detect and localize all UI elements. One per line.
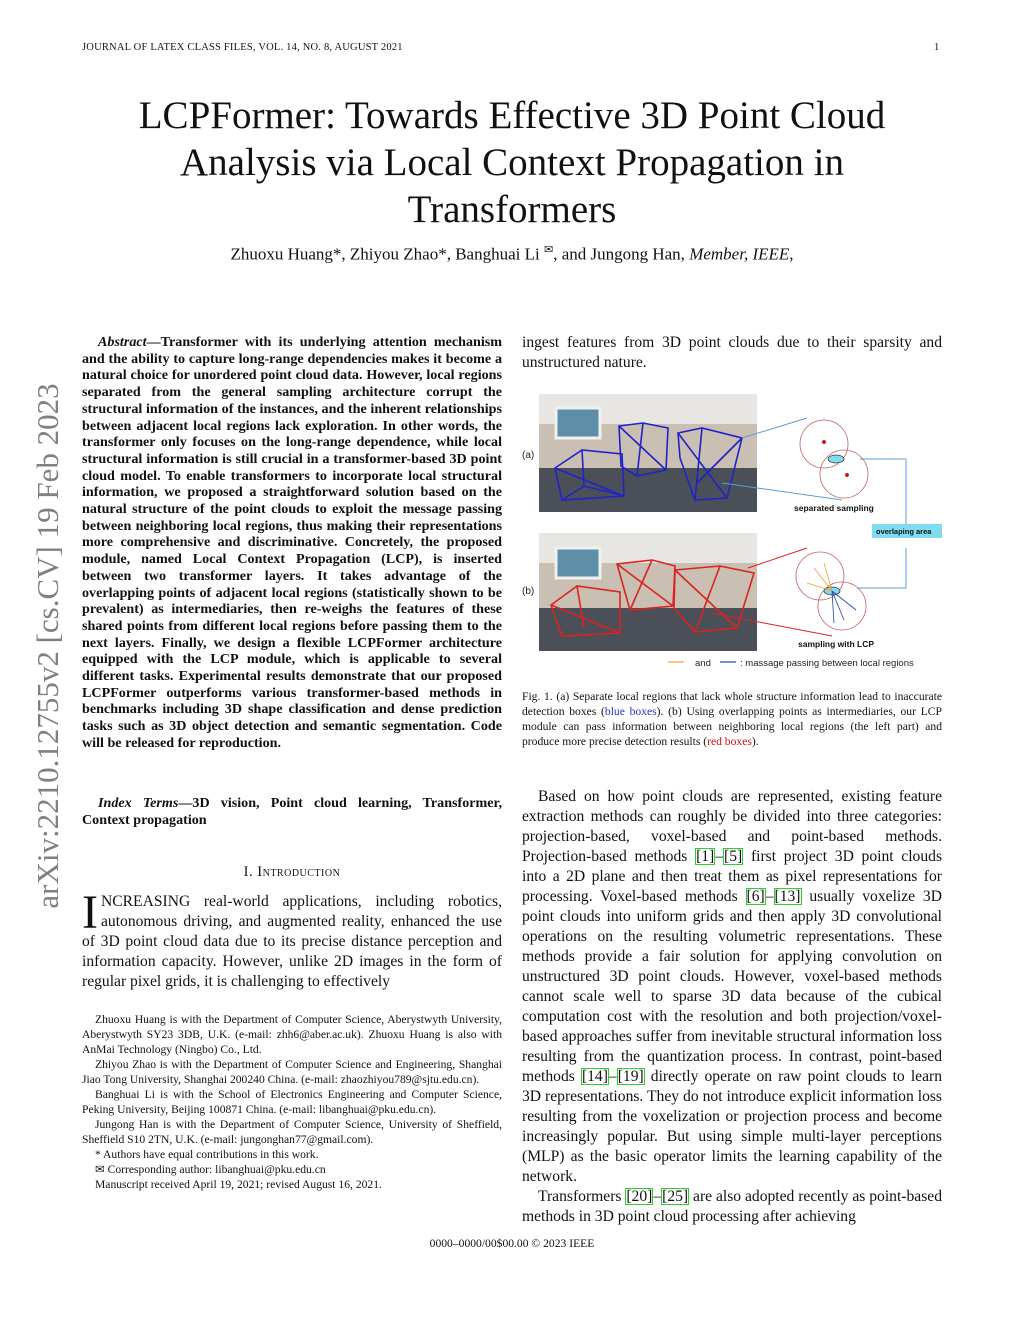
citation-link[interactable]: [20]	[626, 1188, 653, 1205]
citation-link[interactable]: [5]	[724, 848, 743, 865]
body-text-right	[522, 787, 942, 1227]
footnotes	[82, 1012, 502, 1192]
member-tag: Member, IEEE,	[689, 244, 794, 264]
index-terms	[82, 795, 502, 828]
sphere-diagram-a	[800, 420, 868, 498]
footnote: Manuscript received April 19, 2021; revised August 16, 2021.	[95, 1178, 382, 1191]
footnote: Zhuoxu Huang is with the Department of Computer Science, Aberystwyth University, Aberystwyth SY23 3DB, U.K. (e-mail: zhh6@aber.ac.uk). Zhuoxu Huang is also with AnMai Technology (Ningbo) Co., Ltd.	[82, 1013, 502, 1056]
page-number: 1	[934, 42, 940, 53]
caption-blue-boxes: blue boxes	[604, 705, 657, 718]
caption-red-boxes: red boxes	[707, 735, 752, 748]
section-title: Introduction	[257, 864, 341, 880]
intro-continuation: ingest features from 3D point clouds due to their sparsity and unstructured nature.	[522, 334, 942, 371]
footnote: Zhiyou Zhao is with the Department of Computer Science and Engineering, Shanghai Jiao Tong University, Shanghai 200240 China. (e-mail: zhaozhiyou789@sjtu.edu.cn).	[82, 1058, 502, 1086]
intro-lead: NCREASING	[100, 893, 191, 910]
copyright-footer: 0000–0000/00$00.00 © 2023 IEEE	[429, 1237, 595, 1250]
envelope-icon: ✉	[543, 244, 554, 256]
section-heading	[82, 864, 502, 881]
paragraph: Based on how point clouds are represented, existing feature extraction methods can roughly be divided into three categories: projection-based, voxel-based and point-based methods. Projection-based methods [1]–[5] first project 3D point clouds into a 2D plane and then treat them as pixel representations for processing. Voxel-based methods [6]–[13] usually voxelize 3D point clouds into uniform grids and then apply 3D convolutional operations on the resulting volumetric representations. These methods provide a fair solution for applying convolution on unstructured 3D point clouds. However, voxel-based methods cannot scale well to sparse 3D data because of the cubical computation cost with the resolution and both projection/voxel-based approaches suffer from inevitable structural information loss resulting from the quantization process. In contrast, point-based methods [14]–[19] directly operate on raw point clouds to learn 3D representations. They do not introduce explicit information loss resulting from the voxelization or projection process and become increasingly popular. But using simple multi-layer perceptions (MLP) as the basic operator limits the learning capability of the network.	[522, 788, 943, 1185]
index-terms-text: —3D vision, Point cloud learning, Transformer, Context propagation	[82, 795, 502, 828]
footnote: Jungong Han is with the Department of Computer Science, University of Sheffield, Sheffield S10 2TN, U.K. (e-mail: jungonghan77@gmail.com).	[82, 1118, 502, 1146]
caption-text: ). (b) Using overlapping points as intermediaries, our LCP module can pass information between neighboring local regions (the left part) and produce more precise detection results (	[522, 705, 942, 748]
sampling-lcp-label: sampling with LCP	[798, 639, 875, 649]
legend-text: : massage passing between local regions	[740, 658, 914, 669]
panel-label-a: (a)	[522, 450, 535, 461]
figure-1	[522, 388, 946, 678]
overlapping-area-label: overlaping area	[876, 527, 932, 536]
caption-label: Fig. 1.	[522, 690, 553, 703]
intro-paragraph	[82, 886, 502, 992]
point-cloud-image-a	[539, 394, 757, 512]
section-number: I.	[243, 864, 254, 880]
citation-link[interactable]: [14]	[581, 1068, 608, 1085]
sphere-diagram-b	[796, 552, 866, 630]
running-header: JOURNAL OF LATEX CLASS FILES, VOL. 14, NO. 8, AUGUST 2021	[82, 42, 403, 53]
paper-title: LCPFormer: Towards Effective 3D Point Cloud Analysis via Local Context Propagation in Transformers	[138, 94, 886, 231]
footnote: ✉ Corresponding author: libanghuai@pku.edu.cn	[95, 1163, 326, 1176]
caption-text: ).	[751, 735, 759, 748]
abstract	[82, 334, 502, 752]
intro-text: real-world applications, including robotics, autonomous driving, and augmented reality, enhanced the use of 3D point cloud data due to its precise distance perception and information capacity. However, unlike 2D images in the form of regular pixel grids, it is challenging to effectively	[82, 893, 502, 990]
point-cloud-image-b	[539, 533, 757, 651]
figure-caption	[522, 689, 942, 749]
index-terms-label: Index Terms	[98, 795, 179, 811]
authors-rest: , and Jungong Han,	[553, 244, 690, 264]
citation-link[interactable]: [6]	[746, 888, 765, 905]
citation-link[interactable]: [25]	[662, 1188, 689, 1205]
caption-text: (a) Separate local regions that lack whole structure information lead to inaccurate detection boxes (	[522, 690, 943, 718]
paragraph: Transformers [20]–[25] are also adopted recently as point-based methods in 3D point cloud processing after achieving	[522, 1188, 942, 1225]
author-list	[100, 243, 924, 265]
citation-link[interactable]: [13]	[774, 888, 801, 905]
separated-sampling-label: separated sampling	[794, 503, 874, 513]
citation-link[interactable]: [1]	[696, 848, 715, 865]
legend-and: and	[695, 658, 711, 669]
footnote: * Authors have equal contributions in this work.	[95, 1148, 319, 1161]
panel-label-b: (b)	[522, 586, 535, 597]
drop-cap: I	[82, 886, 98, 939]
arxiv-stamp: arXiv:2210.12755v2 [cs.CV] 19 Feb 2023	[30, 383, 65, 909]
footnote: Banghuai Li is with the School of Electronics Engineering and Computer Science, Peking University, Beijing 100871 China. (e-mail: libanghuai@pku.edu.cn).	[82, 1088, 502, 1116]
abstract-label: Abstract	[98, 334, 147, 350]
citation-link[interactable]: [19]	[617, 1068, 644, 1085]
abstract-text: —Transformer with its underlying attention mechanism and the ability to capture long-range dependencies makes it become a natural choice for unordered point cloud data. However, local regions separated from the general sampling architecture corrupt the structural information of the instances, and the inherent relationships between adjacent local regions lack exploration. In other words, the transformer only focuses on the long-range dependence, while local structural information is still crucial in a transformer-based 3D point cloud model. To enable transformers to incorporate local structural information, we proposed a straightforward solution based on the natural structure of the point clouds to exploit the message passing between neighboring local regions, thus making their representations more comprehensive and discriminative. Concretely, the proposed module, named Local Context Propagation (LCP), is inserted between two transformer layers. It takes advantage of the overlapping points of adjacent local regions (statistically shown to be prevalent) as intermediaries, then re-weighs the features of these shared points from different local regions before passing them to the next layers. Finally, we design a flexible LCPFormer architecture equipped with the LCP module, which is applicable to several different tasks. Experimental results demonstrate that our proposed LCPFormer outperforms various transformer-based methods in benchmarks including 3D shape classification and dense prediction tasks such as 3D object detection and semantic segmentation. Code will be released for reproduction.	[82, 334, 502, 751]
authors-text: Zhuoxu Huang*, Zhiyou Zhao*, Banghuai Li	[230, 244, 540, 264]
